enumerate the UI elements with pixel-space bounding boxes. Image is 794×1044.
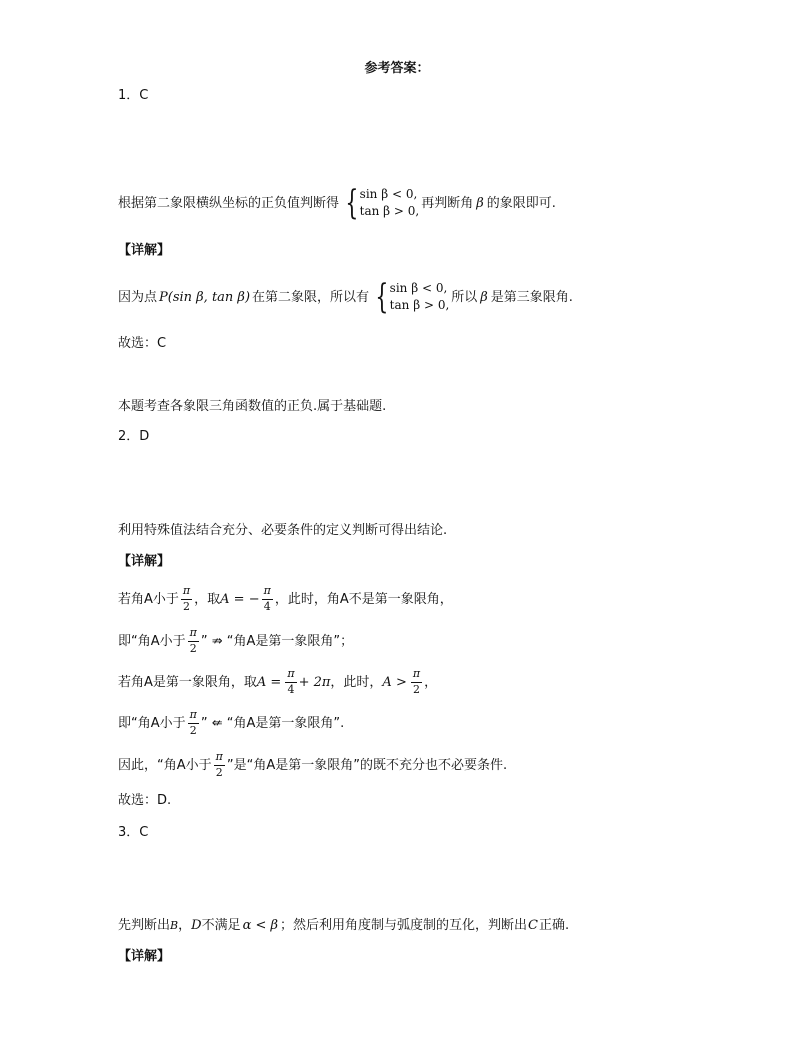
frac-num: π bbox=[188, 709, 199, 723]
q2-choice: 故选：D. bbox=[118, 793, 172, 808]
q3-analysis-var-c: C bbox=[528, 918, 538, 933]
q3-answer: 3．C bbox=[118, 825, 149, 840]
frac-den: 2 bbox=[189, 723, 197, 737]
q1-detail-system-line-2: tan β > 0, bbox=[389, 298, 450, 312]
q1-analysis bbox=[118, 183, 556, 223]
q3-analysis-text-c: ， bbox=[178, 918, 192, 933]
q3-analysis-var-d: D bbox=[191, 918, 202, 933]
q2-frac-pi-over-2 bbox=[188, 709, 199, 736]
q1-analysis-pre: 根据第二象限横纵坐标的正负值判断得 bbox=[118, 195, 340, 211]
page-title: 参考答案： bbox=[364, 61, 430, 76]
q1-system-line-1: sin β < 0, bbox=[359, 186, 418, 201]
frac-num: π bbox=[214, 751, 225, 765]
frac-den: 2 bbox=[412, 682, 420, 696]
q3-analysis-text-i: 正确. bbox=[539, 918, 570, 933]
q2-line-2-text-b: ” ⇏ “角A是第一象限角”； bbox=[200, 633, 354, 649]
q1-detail-system bbox=[371, 277, 450, 317]
q2-line-4 bbox=[118, 708, 344, 738]
q2-line-3 bbox=[118, 667, 437, 697]
frac-den: 2 bbox=[189, 641, 197, 655]
q2-line-3-expr-c: A > bbox=[382, 674, 407, 690]
frac-den: 4 bbox=[287, 682, 295, 696]
q3-analysis-var-b: B bbox=[170, 919, 179, 932]
q3-analysis-text-a: 先判断出 bbox=[118, 918, 171, 933]
q1-analysis-post: 再判断角 bbox=[421, 195, 474, 211]
q2-line-1-text-d: ，此时，角A不是第一象限角， bbox=[274, 591, 453, 607]
frac-den: 4 bbox=[263, 599, 271, 613]
q1-detail-label: 【详解】 bbox=[118, 243, 171, 258]
q2-frac-pi-over-2 bbox=[188, 627, 199, 654]
q2-frac-pi-over-2 bbox=[214, 751, 225, 778]
q1-answer: 1．C bbox=[118, 88, 149, 103]
brace-symbol: { bbox=[375, 277, 389, 317]
q2-detail-label: 【详解】 bbox=[118, 554, 171, 569]
q1-detail-point: P(sin β, tan β) bbox=[159, 289, 251, 305]
q1-choice: 故选：C bbox=[118, 336, 167, 351]
frac-num: π bbox=[188, 627, 199, 641]
brace-symbol: { bbox=[345, 183, 359, 223]
q2-line-3-expr-b: + 2π bbox=[298, 674, 331, 690]
q2-line-3-text-a: 若角A是第一象限角，取 bbox=[118, 674, 257, 690]
q1-system-line-2: tan β > 0, bbox=[359, 204, 420, 218]
q3-detail-label: 【详解】 bbox=[118, 949, 171, 964]
q2-line-3-text-d: ，此时， bbox=[330, 674, 383, 690]
q2-line-5 bbox=[118, 750, 507, 780]
frac-num: π bbox=[285, 668, 296, 682]
q2-line-1 bbox=[118, 584, 453, 614]
q2-line-4-text-a: 即“角A小于 bbox=[118, 715, 186, 731]
q2-line-1-text-b: ，取 bbox=[194, 591, 221, 607]
frac-den: 2 bbox=[183, 599, 191, 613]
q2-frac-pi-over-4 bbox=[285, 668, 296, 695]
frac-num: π bbox=[181, 585, 192, 599]
q1-detail-mid: 在第二象限，所以有 bbox=[252, 289, 370, 305]
q3-analysis-text-g: ；然后利用角度制与弧度制的互化，判断出 bbox=[280, 918, 528, 933]
q2-line-4-text-b: ” ⇍ “角A是第一象限角”. bbox=[200, 715, 345, 731]
q2-frac-pi-over-4 bbox=[262, 585, 273, 612]
q3-analysis bbox=[118, 919, 569, 932]
q2-line-5-text-a: 因此，“角A小于 bbox=[118, 757, 212, 773]
q3-analysis-text-e: 不满足 bbox=[201, 918, 241, 933]
q2-answer: 2．D bbox=[118, 429, 150, 444]
q2-line-5-text-b: ”是“角A是第一象限角”的既不充分也不必要条件. bbox=[226, 757, 508, 773]
q1-system bbox=[341, 183, 420, 223]
q2-line-2 bbox=[118, 626, 353, 656]
q1-detail-end: 是第三象限角. bbox=[490, 289, 573, 305]
q2-analysis: 利用特殊值法结合充分、必要条件的定义判断可得出结论. bbox=[118, 523, 448, 538]
q1-analysis-var: β bbox=[476, 195, 484, 211]
q2-line-3-text-f: ， bbox=[424, 674, 438, 690]
q1-detail-post: 所以 bbox=[451, 289, 478, 305]
q2-line-3-expr-a: A = bbox=[256, 674, 282, 690]
q1-detail-system-line-1: sin β < 0, bbox=[389, 280, 448, 295]
q1-detail-pre: 因为点 bbox=[118, 289, 158, 305]
q2-line-1-expr: A = − bbox=[220, 591, 260, 607]
frac-num: π bbox=[262, 585, 273, 599]
q1-detail bbox=[118, 277, 573, 317]
q1-comment: 本题考查各象限三角函数值的正负.属于基础题. bbox=[118, 399, 387, 414]
q3-analysis-expr: α < β bbox=[242, 918, 279, 933]
q2-line-1-text-a: 若角A小于 bbox=[118, 591, 179, 607]
q2-frac-pi-over-2 bbox=[181, 585, 192, 612]
q1-detail-var: β bbox=[480, 289, 488, 305]
q2-frac-pi-over-2 bbox=[411, 668, 422, 695]
frac-den: 2 bbox=[215, 765, 223, 779]
q2-line-2-text-a: 即“角A小于 bbox=[118, 633, 186, 649]
q1-analysis-end: 的象限即可. bbox=[486, 195, 556, 211]
frac-num: π bbox=[411, 668, 422, 682]
